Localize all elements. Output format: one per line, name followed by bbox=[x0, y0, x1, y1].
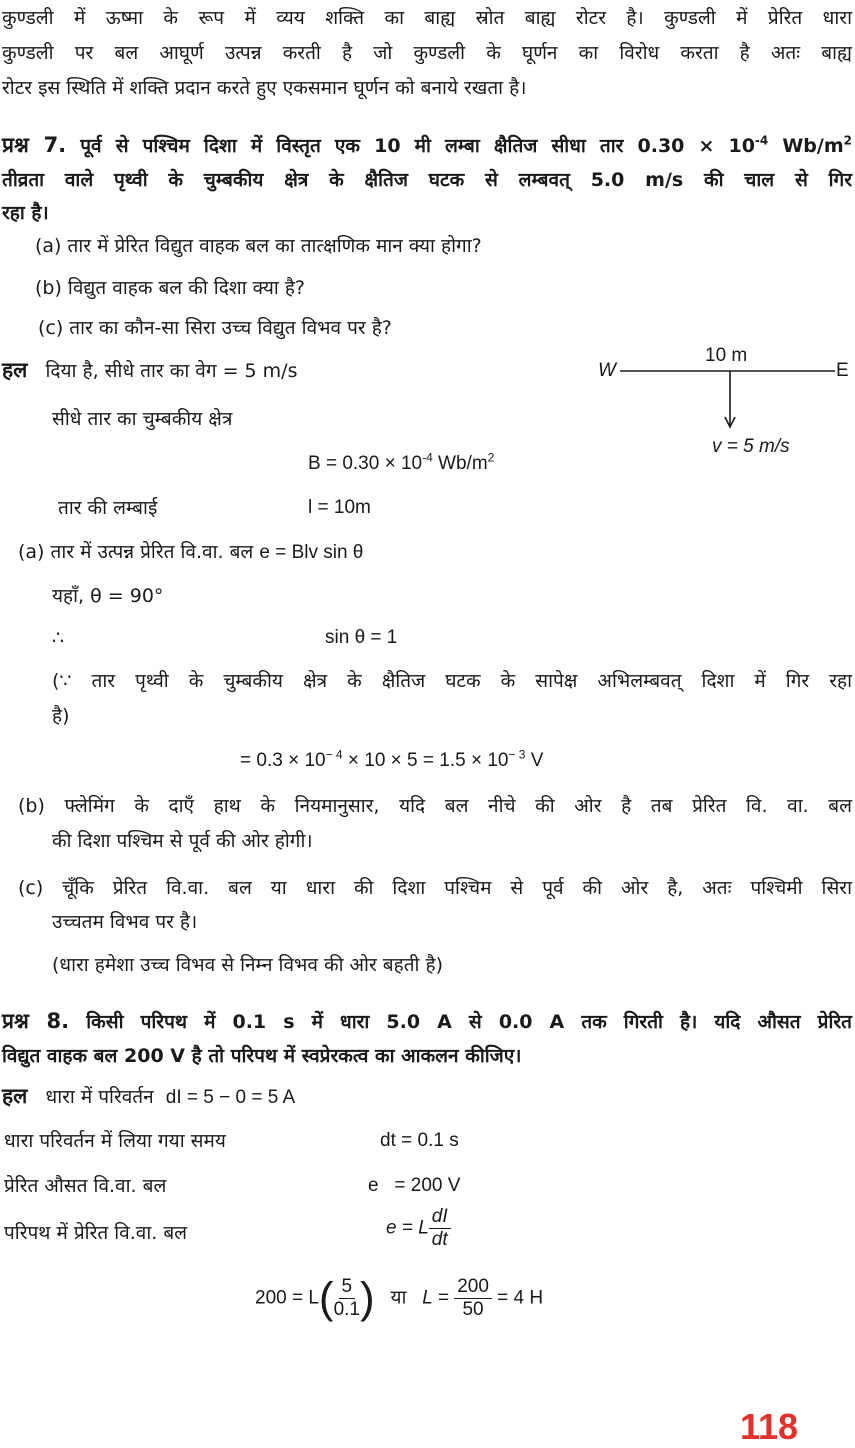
part-a-text: (a) तार में उत्पन्न प्रेरित वि.वा. बल bbox=[18, 541, 260, 563]
fraction bbox=[454, 1276, 492, 1321]
east-label: E bbox=[836, 360, 849, 381]
question-label: प्रश्न 8. bbox=[2, 1009, 70, 1033]
velocity-label: v = 5 m/s bbox=[712, 436, 790, 457]
part-b-line: (b) फ्लेमिंग के दाएँ हाथ के नियमानुसार, यदि बल नीचे की ओर है तब प्रेरित वि. वा. बल bbox=[18, 795, 852, 817]
question-part-a: (a) तार में प्रेरित विद्युत वाहक बल का तात्क्षणिक मान क्या होगा? bbox=[35, 235, 482, 257]
exponent: 2 bbox=[487, 450, 495, 465]
equation-text: L = bbox=[422, 1287, 449, 1309]
given-text: दिया है, सीधे तार का वेग = 5 m/s bbox=[45, 360, 298, 382]
note-line: (धारा हमेशा उच्च विभव से निम्न विभव की ओर बहती है) bbox=[52, 954, 444, 976]
question-text: पूर्व से पश्चिम दिशा में विस्तृत एक 10 मी लम्बा क्षैतिज सीधा तार 0.30 × 10 bbox=[80, 135, 755, 157]
time-equation: dt = 0.1 s bbox=[380, 1130, 459, 1151]
or-text: या bbox=[390, 1287, 407, 1309]
part-b-line: की दिशा पश्चिम से पूर्व की ओर होगी। bbox=[52, 830, 313, 852]
denominator: 50 bbox=[462, 1299, 484, 1320]
equation-text: e = L bbox=[386, 1217, 429, 1239]
exponent: − 3 bbox=[508, 747, 526, 762]
denominator: dt bbox=[431, 1229, 448, 1250]
equation-text: 200 = L bbox=[255, 1287, 319, 1309]
question-part-b: (b) विद्युत वाहक बल की दिशा क्या है? bbox=[35, 277, 305, 299]
inductance-equation bbox=[386, 1206, 451, 1251]
unit: Wb/m bbox=[432, 453, 488, 474]
part-c-line: उच्चतम विभव पर है। bbox=[52, 911, 198, 933]
unit: Wb/m bbox=[768, 135, 844, 157]
exponent: -4 bbox=[422, 450, 433, 465]
calc-text: × 10 × 5 = 1.5 × 10 bbox=[342, 750, 509, 771]
numerator: 5 bbox=[339, 1276, 356, 1299]
question-text: किसी परिपथ में 0.1 s में धारा 5.0 A से 0.0 A तक गिरती है। यदि औसत प्रेरित bbox=[86, 1011, 852, 1033]
length-label: 10 m bbox=[705, 345, 748, 366]
solution-line bbox=[2, 357, 297, 384]
text-line: कुण्डली में ऊष्मा के रूप में व्यय शक्ति का बाह्य स्रोत बाह्य रोटर है। कुण्डली में प्रेरित धारा bbox=[2, 7, 852, 29]
therefore-symbol: ∴ bbox=[52, 627, 65, 649]
west-label: W bbox=[598, 360, 616, 381]
numerator: 200 bbox=[454, 1276, 492, 1299]
question-label: प्रश्न 7. bbox=[2, 133, 67, 157]
reason-line: है) bbox=[52, 705, 70, 727]
exponent: 2 bbox=[843, 133, 853, 148]
paren: ( bbox=[318, 1273, 334, 1323]
text-line: रोटर इस स्थिति में शक्ति प्रदान करते हुए एकसमान घूर्णन को बनाये रखता है। bbox=[2, 77, 527, 99]
question-line bbox=[2, 1008, 852, 1035]
final-equation bbox=[255, 1273, 544, 1323]
question-part-c: (c) तार का कौन-सा सिरा उच्च विद्युत विभव पर है? bbox=[38, 317, 392, 339]
part-a-line bbox=[18, 539, 363, 566]
denominator: 0.1 bbox=[333, 1299, 360, 1320]
page-number: 118 bbox=[740, 1406, 799, 1447]
part-c-line: (c) चूँकि प्रेरित वि.वा. बल या धारा की दिशा पश्चिम से पूर्व की ओर है, अतः पश्चिमी सिरा bbox=[18, 877, 852, 899]
calc-text: = 0.3 × 10 bbox=[240, 750, 326, 771]
emf-equation: e = Blv sin θ bbox=[259, 542, 364, 563]
solution-line bbox=[2, 1083, 295, 1111]
numerator: dI bbox=[429, 1206, 451, 1229]
question-line: तीव्रता वाले पृथ्वी के चुम्बकीय क्षेत्र के क्षैतिज घटक से लम्बवत् 5.0 m/s की चाल से गिर bbox=[2, 169, 852, 191]
sin-equation: sin θ = 1 bbox=[325, 627, 398, 648]
question-line: विद्युत वाहक बल 200 V है तो परिपथ में स्वप्रेरकत्व का आकलन कीजिए। bbox=[2, 1045, 522, 1067]
solution-label: हल bbox=[2, 1084, 28, 1108]
calc-text: V bbox=[525, 750, 544, 771]
fraction bbox=[429, 1206, 451, 1251]
question-line bbox=[2, 132, 852, 159]
circuit-label: परिपथ में प्रेरित वि.वा. बल bbox=[4, 1222, 188, 1244]
length-text: तार की लम्बाई bbox=[58, 497, 158, 519]
theta-line: यहाँ, θ = 90° bbox=[52, 585, 164, 607]
emf-label: प्रेरित औसत वि.वा. बल bbox=[4, 1175, 167, 1197]
time-label: धारा परिवर्तन में लिया गया समय bbox=[4, 1130, 226, 1152]
exponent: − 4 bbox=[325, 747, 343, 762]
solution-label: हल bbox=[2, 358, 28, 382]
equation-text: B = 0.30 × 10 bbox=[308, 453, 423, 474]
result: = 4 H bbox=[497, 1287, 544, 1309]
text-line: कुण्डली पर बल आघूर्ण उत्पन्न करती है जो कुण्डली के घूर्णन का विरोध करता है अतः बाह्य bbox=[2, 42, 852, 64]
fraction bbox=[334, 1276, 360, 1321]
exponent: -4 bbox=[754, 133, 769, 148]
field-label: सीधे तार का चुम्बकीय क्षेत्र bbox=[52, 408, 233, 430]
emf-equation: e = 200 V bbox=[368, 1175, 461, 1196]
question-line: रहा है। bbox=[2, 202, 49, 224]
paren: ) bbox=[360, 1273, 375, 1323]
change-label: धारा में परिवर्तन bbox=[45, 1086, 154, 1108]
wire-arrow-icon bbox=[615, 365, 840, 435]
change-equation: dI = 5 − 0 = 5 A bbox=[165, 1087, 296, 1108]
calculation bbox=[240, 748, 543, 774]
length-equation: l = 10m bbox=[308, 497, 371, 518]
field-equation bbox=[308, 451, 494, 477]
reason-line: (∵ तार पृथ्वी के चुम्बकीय क्षेत्र के क्षैतिज घटक के सापेक्ष अभिलम्बवत् दिशा में गिर रहा bbox=[52, 670, 852, 692]
